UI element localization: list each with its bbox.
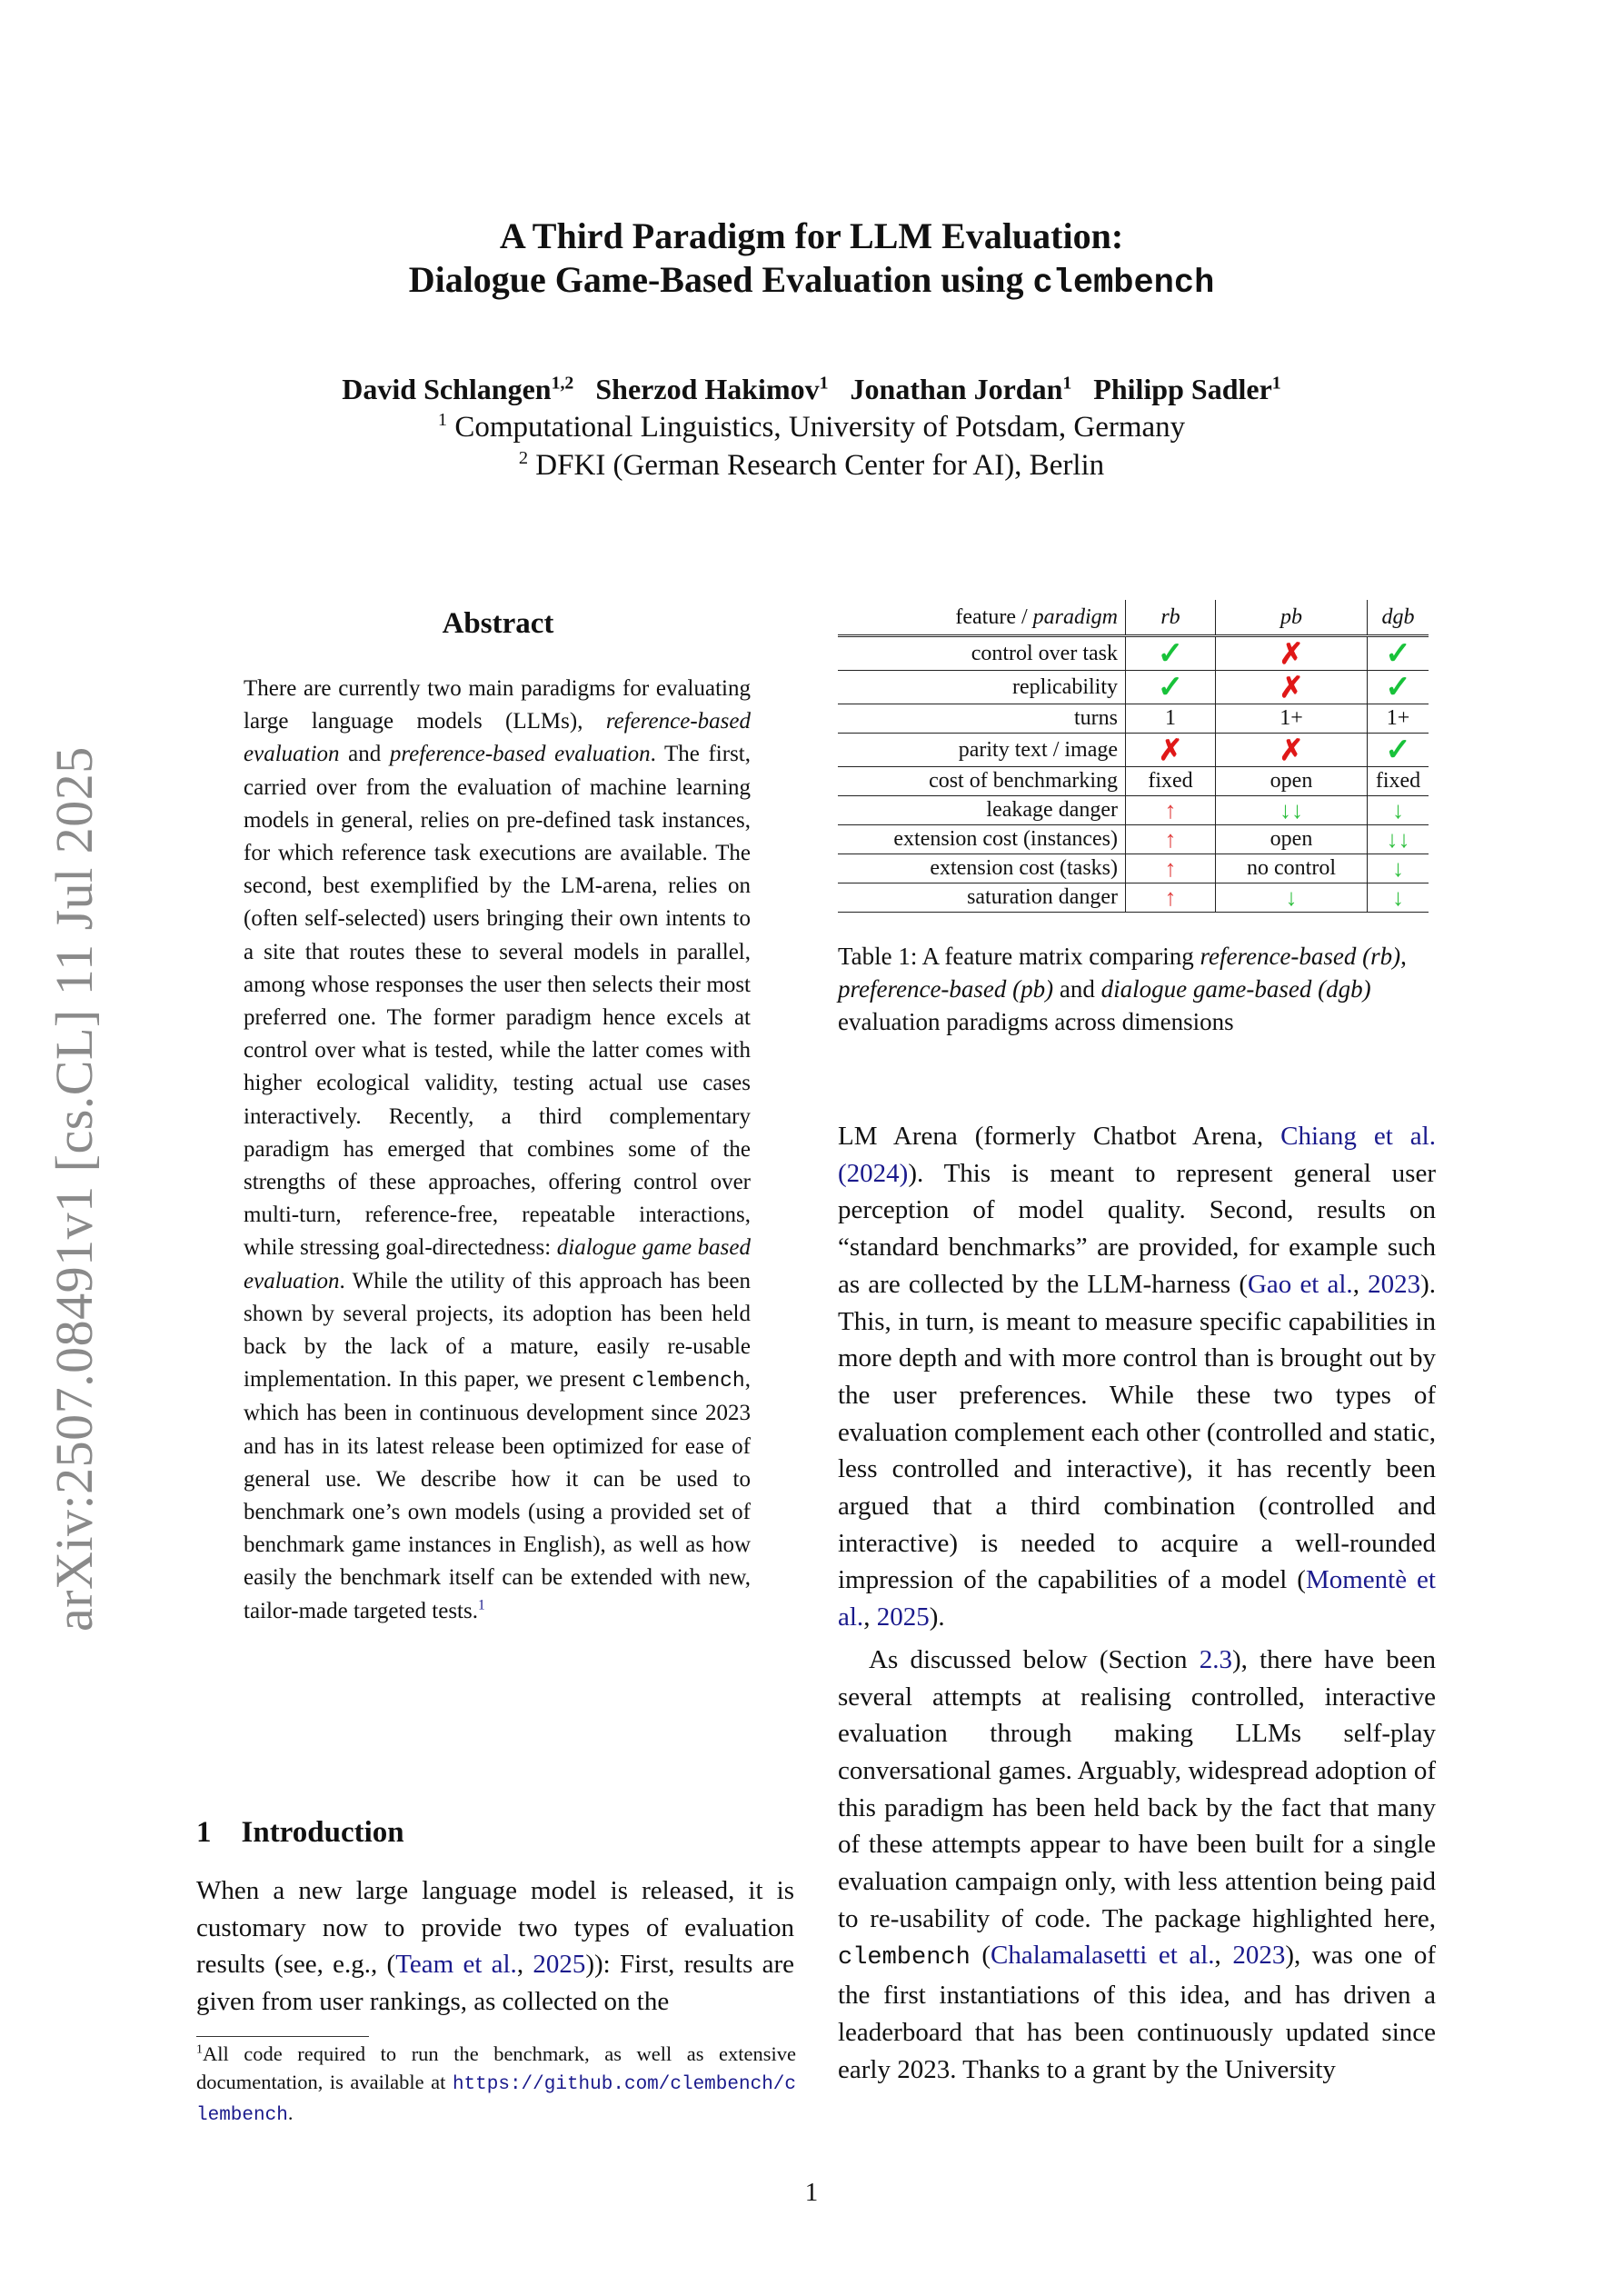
aff-text: Computational Linguistics, University of Potsdam, Germany	[454, 411, 1186, 444]
header-text: feature /	[955, 604, 1033, 629]
body-text: ,	[1214, 1941, 1233, 1971]
author-sup: 1	[1062, 373, 1072, 394]
body-text: ), was one of the first instantiations of this idea, and has driven a leaderboard that has been continuously updated since early 2023. Thanks to a grant by the University	[838, 1941, 1436, 2084]
paper-title-line1: A Third Paradigm for LLM Evaluation:	[499, 215, 1124, 256]
header-pb-label: pb	[1280, 604, 1302, 629]
check-icon: ✓	[1368, 734, 1429, 767]
citation-link[interactable]: Momentè et al.	[838, 1565, 1436, 1632]
citation-link[interactable]: (2024)	[838, 1158, 909, 1188]
title-text: Dialogue Game-Based Evaluation using	[408, 259, 1033, 300]
title-code: clembench	[1032, 265, 1215, 303]
aff-sup: 1	[437, 410, 448, 430]
footnote-ref[interactable]: 1	[477, 1597, 485, 1613]
body-text: When a new large language model is released, it is customary now to provide two types of evaluation results (see, e.g., (	[196, 1876, 794, 1980]
row-feature: replicability	[838, 671, 1126, 704]
abstract-emph: dialogue game based evaluation	[244, 1235, 751, 1293]
abstract-emph: reference-based evaluation	[244, 709, 751, 767]
arrow-up-icon: ↑	[1126, 825, 1216, 854]
inline-code: clembench	[838, 1944, 971, 1972]
body-text: (	[970, 1941, 991, 1971]
row-feature: extension cost (instances)	[838, 825, 1126, 854]
author-name: Philipp Sadler	[1093, 373, 1272, 405]
table-row	[838, 883, 1429, 913]
body-text: ,	[516, 1950, 533, 1980]
section-link[interactable]: 2.3	[1199, 1644, 1232, 1674]
arxiv-stamp: arXiv:2507.08491v1 [cs.CL] 11 Jul 2025	[45, 746, 104, 1632]
abstract-text: . The first, carried over from the evaluation of machine learning models in general, relies on pre-defined task instances, for which reference task executions are available. The second, best exemplified by the LM-arena, relies on (often self-selected) users bringing their own intents to a site that routes these to several models in parallel, among whose responses the user then selects their most preferred one. The former paradigm hence excels at control over what is tested, while the latter comes with higher ecological validity, testing actual use cases interactively. Recently, a third complementary paradigm has emerged that combines some of the strengths of these approaches, offering control over multi-turn, reference-free, repeatable interactions, while stressing goal-directedness:	[244, 742, 751, 1261]
abstract-emph: preference-based evaluation	[389, 742, 651, 767]
cell-value: fixed	[1368, 767, 1429, 796]
table-row	[838, 704, 1429, 734]
caption-text: and	[1053, 975, 1101, 1003]
citation-link[interactable]: Gao et al.	[1247, 1269, 1353, 1299]
row-feature: cost of benchmarking	[838, 767, 1126, 796]
arrow-down-icon: ↓	[1368, 796, 1429, 825]
body-text: ,	[1352, 1269, 1369, 1299]
table-row	[838, 796, 1429, 825]
citation-link[interactable]: 2025	[533, 1950, 586, 1980]
body-text: ,	[863, 1602, 877, 1632]
body-text: ), there have been several attempts at realising controlled, interactive evaluation through making LLMs self-play conversational games. Arguably, widespread adoption of this paradigm has been held back by the fact that many of these attempts appear to have been built for a single evaluation campaign only, with less attention being paid to re-usability of code. The package highlighted here,	[838, 1644, 1436, 1933]
table-header-row	[838, 600, 1429, 636]
citation-link[interactable]: 2023	[1368, 1269, 1421, 1299]
intro-paragraph	[196, 1872, 794, 2021]
cell-value: open	[1216, 825, 1368, 854]
author-list	[0, 373, 1623, 406]
cell-value: no control	[1216, 854, 1368, 883]
footnote	[196, 2040, 796, 2130]
citation-link[interactable]: Team et al.	[395, 1950, 517, 1980]
citation-link[interactable]: 2025	[876, 1602, 930, 1632]
cell-value: 1+	[1216, 704, 1368, 734]
body-text: ). This, in turn, is meant to measure specific capabilities in more depth and with more control than is brought out by the user preferences. While these two types of evaluation complement each other (controlled and static, less controlled and interactive), it has recently been argued that a third combination (controlled and interactive) is needed to acquire a well-rounded impression of the capabilities of a model (	[838, 1269, 1436, 1595]
abstract-text: There are currently two main paradigms for evaluating large language models (LLMs),	[244, 676, 751, 734]
footnote-mark: 1	[196, 2042, 203, 2057]
header-rb-label: rb	[1160, 604, 1180, 629]
header-pb	[1216, 600, 1368, 636]
arrow-up-icon: ↑	[1126, 796, 1216, 825]
check-icon: ✓	[1368, 636, 1429, 671]
abstract-text: . While the utility of this approach has been shown by several projects, its adoption has been held back by the lack of a mature, easily re-usable implementation. In this paper, we present	[244, 1268, 751, 1393]
caption-emph: preference-based (pb)	[838, 975, 1054, 1003]
citation-link[interactable]: 2023	[1232, 1941, 1286, 1971]
page-number: 1	[804, 2178, 819, 2207]
arrow-down-icon: ↓	[1368, 854, 1429, 883]
affiliation-1	[0, 411, 1623, 444]
table-row	[838, 825, 1429, 854]
author-name: David Schlangen	[342, 373, 552, 405]
check-icon: ✓	[1368, 671, 1429, 704]
arrow-up-icon: ↑	[1126, 854, 1216, 883]
table-row	[838, 854, 1429, 883]
abstract-text: , which has been in continuous development since 2023 and has in its latest release been optimized for ease of general use. We describe how it can be used to benchmark one’s own models (using a provided set of benchmark game instances in English), as well as how easily the benchmark itself can be extended with new, tailor-made targeted tests.	[244, 1367, 751, 1623]
affiliation-2	[0, 449, 1623, 483]
table-row	[838, 671, 1429, 704]
author-name: Sherzod Hakimov	[595, 373, 820, 405]
citation-link[interactable]: Chalamalasetti et al.	[991, 1941, 1215, 1971]
cross-icon: ✗	[1126, 734, 1216, 767]
caption-text: ,	[1400, 943, 1407, 970]
section-title: Introduction	[241, 1816, 404, 1849]
row-feature: control over task	[838, 636, 1126, 671]
check-icon: ✓	[1126, 671, 1216, 704]
double-arrow-down-icon: ↓↓	[1368, 825, 1429, 854]
row-feature: parity text / image	[838, 734, 1126, 767]
arrow-up-icon: ↑	[1126, 883, 1216, 913]
footnote-text: .	[287, 2101, 294, 2124]
aff-text: DFKI (German Research Center for AI), Berlin	[535, 449, 1105, 482]
header-dgb	[1368, 600, 1429, 636]
row-feature: leakage danger	[838, 796, 1126, 825]
cross-icon: ✗	[1216, 671, 1368, 704]
caption-text: Table 1: A feature matrix comparing	[838, 943, 1200, 970]
table-row	[838, 734, 1429, 767]
header-emph: paradigm	[1032, 604, 1118, 629]
caption-emph: reference-based (rb)	[1200, 943, 1401, 970]
header-rb	[1126, 600, 1216, 636]
footnote-rule	[196, 2036, 369, 2037]
caption-emph: dialogue game-based (dgb)	[1100, 975, 1371, 1003]
cross-icon: ✗	[1216, 636, 1368, 671]
citation-link[interactable]: Chiang et al.	[1280, 1122, 1436, 1151]
row-feature: extension cost (tasks)	[838, 854, 1126, 883]
footnote-url-link[interactable]: https://github.com/clembench/clembench	[196, 2074, 796, 2126]
arrow-down-icon: ↓	[1368, 883, 1429, 913]
section-number: 1	[196, 1816, 212, 1849]
body-text: )): First, results are given from user rankings, as collected on the	[196, 1950, 795, 2017]
abstract-text: and	[339, 742, 390, 767]
cell-value: fixed	[1126, 767, 1216, 796]
header-dgb-label: dgb	[1381, 604, 1415, 629]
section-heading	[196, 1816, 404, 1850]
double-arrow-down-icon: ↓↓	[1216, 796, 1368, 825]
cell-value: 1+	[1368, 704, 1429, 734]
cell-value: 1	[1126, 704, 1216, 734]
aff-sup: 2	[518, 448, 529, 468]
footnote-text: All code required to run the benchmark, as well as extensive documentation, is available at	[196, 2042, 796, 2093]
author-sup: 1,2	[551, 373, 574, 394]
header-feature	[838, 600, 1126, 636]
body-text: ). This is meant to represent general user perception of model quality. Second, results on “standard benchmarks” are provided, for example such as are collected by the LLM-harness (	[838, 1158, 1436, 1299]
table-row	[838, 767, 1429, 796]
paper-title-line2	[0, 258, 1623, 303]
abstract-body	[244, 673, 751, 1628]
feature-matrix-table	[838, 600, 1429, 913]
cross-icon: ✗	[1216, 734, 1368, 767]
paragraph	[838, 1642, 1436, 2088]
body-text: LM Arena (formerly Chatbot Arena,	[838, 1122, 1281, 1151]
author-name: Jonathan Jordan	[850, 373, 1063, 405]
abstract-heading: Abstract	[442, 607, 554, 640]
row-feature: turns	[838, 704, 1126, 734]
author-sup: 1	[1271, 373, 1281, 394]
author-sup: 1	[819, 373, 829, 394]
table-row	[838, 636, 1429, 671]
arrow-down-icon: ↓	[1216, 883, 1368, 913]
body-text: As discussed below (Section	[869, 1644, 1200, 1674]
row-feature: saturation danger	[838, 883, 1126, 913]
table-caption	[838, 940, 1438, 1038]
abstract-code: clembench	[632, 1369, 745, 1393]
paragraph	[838, 1118, 1436, 1636]
caption-text: evaluation paradigms across dimensions	[838, 1008, 1234, 1035]
check-icon: ✓	[1126, 636, 1216, 671]
right-column-text	[838, 1118, 1436, 2088]
cell-value: open	[1216, 767, 1368, 796]
body-text: ).	[929, 1602, 945, 1632]
